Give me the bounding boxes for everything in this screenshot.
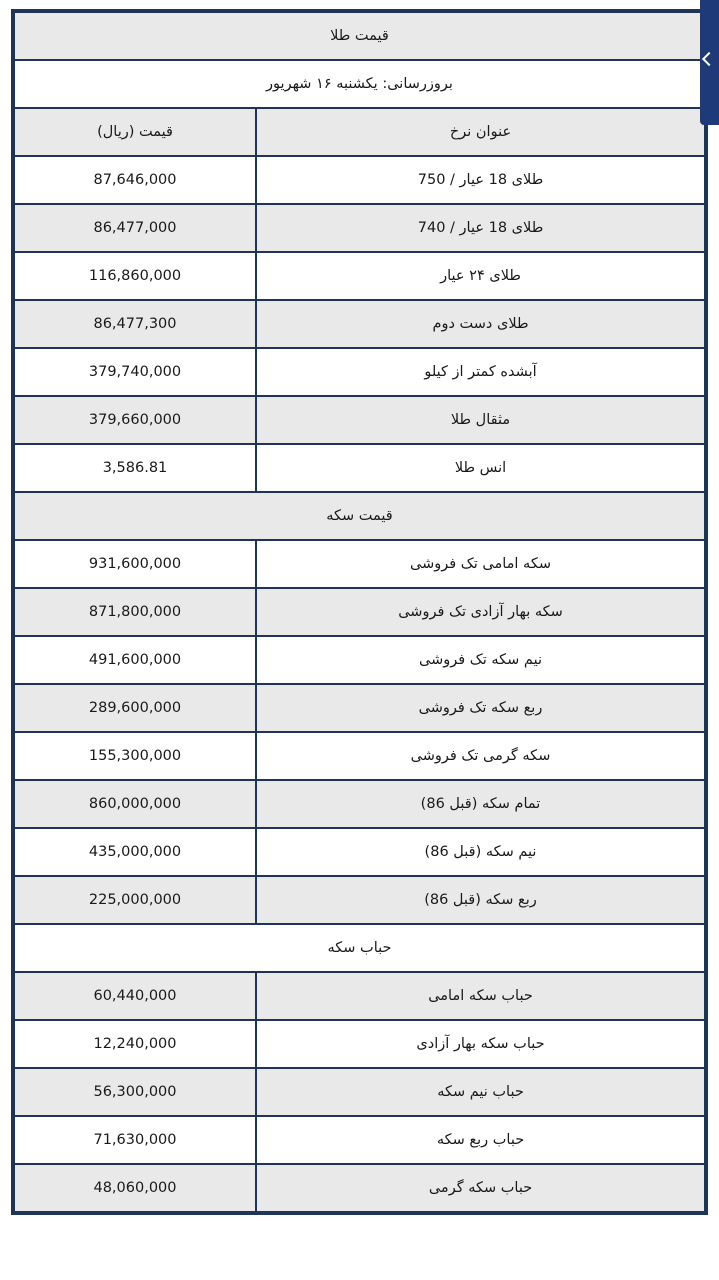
name-cell: مثقال طلا (256, 396, 705, 444)
column-header-row (14, 108, 705, 156)
price-cell: 225,000,000 (14, 876, 256, 924)
section-header-row (14, 924, 705, 972)
name-cell: ربع سکه (قبل 86) (256, 876, 705, 924)
name-cell: سکه امامی تک فروشی (256, 540, 705, 588)
price-cell: 71,630,000 (14, 1116, 256, 1164)
price-cell: 435,000,000 (14, 828, 256, 876)
table-row (14, 876, 705, 924)
table-row (14, 828, 705, 876)
price-cell: 379,740,000 (14, 348, 256, 396)
name-cell: حباب ربع سکه (256, 1116, 705, 1164)
table-row (14, 252, 705, 300)
name-cell: حباب نیم سکه (256, 1068, 705, 1116)
table-row (14, 1020, 705, 1068)
name-cell: نیم سکه (قبل 86) (256, 828, 705, 876)
table-row (14, 588, 705, 636)
price-table (11, 9, 708, 1215)
side-panel-tab[interactable] (700, 0, 719, 125)
name-cell: حباب سکه گرمی (256, 1164, 705, 1212)
price-cell: 871,800,000 (14, 588, 256, 636)
title-row (14, 12, 705, 60)
name-cell: ربع سکه تک فروشی (256, 684, 705, 732)
column-header-price: قیمت (ریال) (14, 108, 256, 156)
price-cell: 86,477,300 (14, 300, 256, 348)
price-cell: 116,860,000 (14, 252, 256, 300)
table-row (14, 1164, 705, 1212)
name-cell: حباب سکه امامی (256, 972, 705, 1020)
name-cell: سکه بهار آزادی تک فروشی (256, 588, 705, 636)
price-cell: 289,600,000 (14, 684, 256, 732)
table-row (14, 684, 705, 732)
table-row (14, 444, 705, 492)
table-row (14, 972, 705, 1020)
price-cell: 931,600,000 (14, 540, 256, 588)
table-row (14, 348, 705, 396)
table-row (14, 732, 705, 780)
name-cell: آبشده کمتر از کیلو (256, 348, 705, 396)
price-cell: 155,300,000 (14, 732, 256, 780)
price-cell: 86,477,000 (14, 204, 256, 252)
table-row (14, 204, 705, 252)
table-row (14, 1116, 705, 1164)
table-row (14, 300, 705, 348)
price-cell: 87,646,000 (14, 156, 256, 204)
bubble-section-title: حباب سکه (14, 924, 705, 972)
table-row (14, 1068, 705, 1116)
section-header-row (14, 492, 705, 540)
table-row (14, 540, 705, 588)
table-row (14, 396, 705, 444)
chevron-left-icon (702, 52, 716, 66)
price-cell: 860,000,000 (14, 780, 256, 828)
name-cell: حباب سکه بهار آزادی (256, 1020, 705, 1068)
coin-section-title: قیمت سکه (14, 492, 705, 540)
table-row (14, 156, 705, 204)
name-cell: تمام سکه (قبل 86) (256, 780, 705, 828)
name-cell: طلای 18 عیار / 740 (256, 204, 705, 252)
price-cell: 12,240,000 (14, 1020, 256, 1068)
price-cell: 56,300,000 (14, 1068, 256, 1116)
updated-text: بروزرسانی: یکشنبه ۱۶ شهریور (14, 60, 705, 108)
name-cell: سکه گرمی تک فروشی (256, 732, 705, 780)
price-cell: 48,060,000 (14, 1164, 256, 1212)
column-header-name: عنوان نرخ (256, 108, 705, 156)
table-row (14, 636, 705, 684)
updated-row (14, 60, 705, 108)
table-row (14, 780, 705, 828)
price-cell: 3,586.81 (14, 444, 256, 492)
name-cell: طلای دست دوم (256, 300, 705, 348)
price-cell: 379,660,000 (14, 396, 256, 444)
name-cell: انس طلا (256, 444, 705, 492)
name-cell: طلای ۲۴ عیار (256, 252, 705, 300)
page-title: قیمت طلا (14, 12, 705, 60)
name-cell: نیم سکه تک فروشی (256, 636, 705, 684)
price-cell: 491,600,000 (14, 636, 256, 684)
name-cell: طلای 18 عیار / 750 (256, 156, 705, 204)
price-cell: 60,440,000 (14, 972, 256, 1020)
